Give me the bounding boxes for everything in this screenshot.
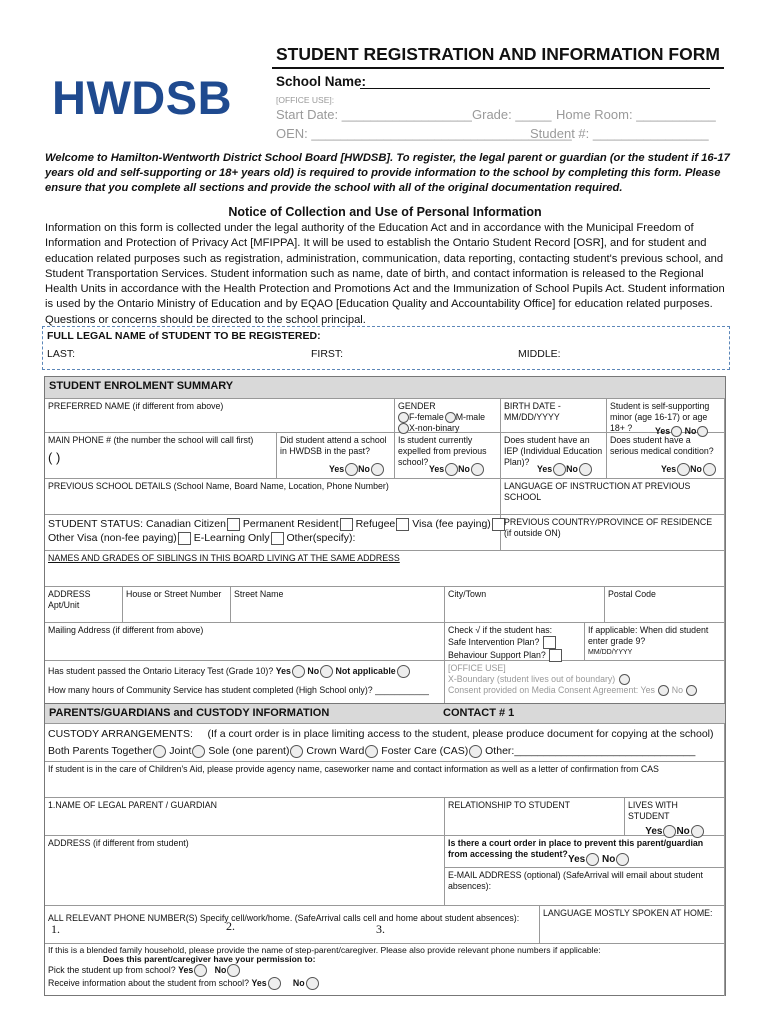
- self-supporting-yes-label: Yes: [655, 426, 671, 436]
- gender-f-radio[interactable]: [398, 412, 409, 423]
- postal-code-field[interactable]: Postal Code: [605, 587, 725, 623]
- custody-both-label: Both Parents Together: [48, 745, 153, 757]
- parents-header: [45, 704, 725, 724]
- parents-header-title: PARENTS/GUARDIANS and CUSTODY INFORMATION: [49, 707, 330, 719]
- plans-cell: [445, 623, 585, 661]
- attended-hwdsb-label: Did student attend a school in HWDSB in the past?: [280, 435, 387, 456]
- house-number-field[interactable]: House or Street Number: [123, 587, 231, 623]
- iep-options: [537, 463, 592, 476]
- plans-check-label: Check √ if the student has:: [448, 625, 553, 635]
- home-room-field[interactable]: Home Room: ___________: [556, 107, 716, 122]
- literacy-yes-label: Yes: [275, 665, 291, 676]
- custody-both-radio[interactable]: [153, 745, 166, 758]
- preferred-name-field[interactable]: PREFERRED NAME (if different from above): [45, 399, 395, 433]
- iep-yes-radio[interactable]: [553, 463, 566, 476]
- medical-yes-radio[interactable]: [677, 463, 690, 476]
- literacy-label: Has student passed the Ontario Literacy Test (Grade 10)?: [48, 665, 274, 676]
- language-previous-field[interactable]: LANGUAGE OF INSTRUCTION AT PREVIOUS SCHOOL: [501, 479, 725, 515]
- custody-label: CUSTODY ARRANGEMENTS:: [48, 728, 193, 740]
- office-use-label: [OFFICE USE]:: [276, 95, 335, 105]
- court-order-label: Is there a court order in place to prevent this parent/guardian from accessing the student?: [448, 838, 704, 859]
- grade-field[interactable]: Grade: _____: [472, 107, 552, 122]
- school-name-label: School Name:: [276, 74, 367, 89]
- receive-info-label: Receive information about the student from school?: [48, 977, 249, 988]
- blended-family-cell: [45, 944, 725, 996]
- pickup-no-label: No: [214, 964, 227, 975]
- custody-other-field[interactable]: Other:_______________________________: [485, 745, 696, 757]
- legal-name-title: FULL LEGAL NAME of STUDENT TO BE REGISTERED:: [47, 330, 321, 342]
- main-phone-area: ( ): [48, 450, 61, 465]
- main-phone-label: MAIN PHONE # (the number the school will call first): [48, 435, 254, 445]
- phone-3-field[interactable]: 3.: [376, 922, 385, 936]
- literacy-cell: [45, 661, 445, 705]
- expelled-yes-label: Yes: [429, 463, 445, 474]
- office-use-cell: [445, 661, 725, 705]
- receive-no-radio[interactable]: [306, 977, 319, 990]
- pickup-yes-radio[interactable]: [194, 964, 207, 977]
- siblings-field[interactable]: NAMES AND GRADES OF SIBLINGS IN THIS BOARD LIVING AT THE SAME ADDRESS: [45, 551, 725, 587]
- status-elearning-checkbox[interactable]: [271, 532, 284, 545]
- receive-no-label: No: [292, 977, 305, 988]
- welcome-text: Welcome to Hamilton-Wentworth District School Board [HWDSB]. To register, the legal parent or guardian (or the student if 16-17 years old and self-supporting or 18+ years old) is required to provide information to the school by completing this form. Please ensure that you complete all sections and provide the school with all of the original documentation required.: [45, 152, 730, 194]
- middle-name-field[interactable]: MIDDLE:: [518, 348, 561, 360]
- parent-email-field[interactable]: E-MAIL ADDRESS (optional) (SafeArrival will email about student absences):: [445, 868, 725, 906]
- custody-foster-radio[interactable]: [469, 745, 482, 758]
- behaviour-support-label: Behaviour Support Plan?: [448, 649, 546, 660]
- lives-no-label: No: [676, 826, 690, 838]
- attended-no-label: No: [358, 463, 370, 474]
- iep-yes-label: Yes: [537, 463, 553, 474]
- literacy-na-label: Not applicable: [335, 665, 396, 676]
- status-citizen-checkbox[interactable]: [227, 518, 240, 531]
- home-language-field[interactable]: LANGUAGE MOSTLY SPOKEN AT HOME:: [540, 906, 725, 944]
- court-order-options: [568, 853, 629, 866]
- pickup-label: Pick the student up from school?: [48, 964, 176, 975]
- receive-yes-label: Yes: [251, 977, 267, 988]
- grade9-label: If applicable: When did student enter grade 9?: [588, 625, 709, 646]
- attended-yes-label: Yes: [329, 463, 345, 474]
- literacy-no-label: No: [307, 665, 320, 676]
- phone-numbers-cell: [45, 906, 540, 944]
- legal-name-box: [42, 326, 730, 370]
- status-other-visa-checkbox[interactable]: [178, 532, 191, 545]
- attended-no-radio[interactable]: [371, 463, 384, 476]
- court-yes-label: Yes: [568, 854, 586, 866]
- birth-date-label: BIRTH DATE -: [504, 401, 561, 411]
- phone-numbers-label: ALL RELEVANT PHONE NUMBER(S) Specify cell/work/home. (SafeArrival calls cell and home about student absences):: [48, 913, 520, 923]
- custody-sole-label: Sole (one parent): [208, 745, 290, 757]
- status-other-visa-label: Other Visa (non-fee paying): [48, 532, 177, 544]
- address-label-cell: [45, 587, 123, 623]
- custody-note: (If a court order is in place limiting access to the student, please produce document for copying at the school): [207, 728, 714, 740]
- enrolment-table: [44, 376, 726, 704]
- custody-crown-radio[interactable]: [365, 745, 378, 758]
- medical-label: Does student have a serious medical condition?: [610, 435, 714, 456]
- pickup-yes-label: Yes: [178, 964, 194, 975]
- gender-f-label: F-female: [409, 412, 444, 422]
- custody-crown-label: Crown Ward: [306, 745, 365, 757]
- apt-unit-field[interactable]: Apt/Unit: [48, 600, 80, 610]
- literacy-yes-radio[interactable]: [292, 665, 305, 678]
- status-elearning-label: E-Learning Only: [193, 532, 270, 544]
- medical-no-radio[interactable]: [703, 463, 716, 476]
- safe-intervention-label: Safe Intervention Plan?: [448, 636, 540, 647]
- community-hours-field[interactable]: How many hours of Community Service has student completed (High School only)? ___________: [48, 685, 429, 695]
- status-refugee-label: Refugee: [355, 518, 396, 530]
- parents-table: [44, 703, 726, 996]
- grade9-entry-field[interactable]: [585, 623, 725, 661]
- medical-options: [661, 463, 716, 476]
- literacy-no-radio[interactable]: [320, 665, 333, 678]
- permission-label: Does this parent/caregiver have your permission to:: [103, 954, 316, 964]
- birth-date-format: MM/DD/YYYY: [504, 412, 560, 422]
- lives-yes-label: Yes: [645, 826, 663, 838]
- street-name-field[interactable]: Street Name: [231, 587, 445, 623]
- blended-family-label: If this is a blended family household, please provide the name of step-parent/caregiver. Please also provide relevant phone numbers if applicable:: [48, 945, 601, 955]
- hwdsb-logo: HWDSB: [52, 71, 233, 124]
- previous-country-field[interactable]: PREVIOUS COUNTRY/PROVINCE OF RESIDENCE (if outside ON): [501, 515, 725, 551]
- gender-m-label: M-male: [455, 412, 486, 422]
- last-name-field[interactable]: LAST:: [47, 348, 76, 360]
- parent-address-field[interactable]: ADDRESS (if different from student): [45, 836, 445, 906]
- previous-school-field[interactable]: PREVIOUS SCHOOL DETAILS (School Name, Board Name, Location, Phone Number): [45, 479, 501, 515]
- contact-number-label: CONTACT # 1: [443, 707, 515, 719]
- custody-joint-label: Joint: [169, 745, 192, 757]
- media-consent-yes-radio[interactable]: [658, 685, 669, 696]
- address-label: ADDRESS: [48, 589, 91, 599]
- literacy-na-radio[interactable]: [397, 665, 410, 678]
- self-supporting-no-label: No: [684, 426, 697, 436]
- legal-parent-name-field[interactable]: 1.NAME OF LEGAL PARENT / GUARDIAN: [45, 798, 445, 836]
- medical-no-label: No: [690, 463, 702, 474]
- iep-label: Does student have an IEP (Individual Education Plan)?: [504, 435, 603, 467]
- start-date-field[interactable]: Start Date: __________________: [276, 107, 472, 122]
- enrolment-header: STUDENT ENROLMENT SUMMARY: [45, 377, 725, 399]
- self-supporting-label: Student is self-supporting minor (age 16-17) or age 18+ ?: [610, 401, 710, 433]
- expelled-yes-radio[interactable]: [445, 463, 458, 476]
- oen-field[interactable]: OEN: ____________________________________: [276, 126, 572, 141]
- court-no-radio[interactable]: [616, 853, 629, 866]
- court-no-label: No: [602, 854, 616, 866]
- attended-yes-radio[interactable]: [345, 463, 358, 476]
- birth-date-field[interactable]: [501, 399, 607, 433]
- lives-with-cell: [625, 798, 725, 836]
- receive-yes-radio[interactable]: [268, 977, 281, 990]
- expelled-no-label: No: [458, 463, 470, 474]
- gender-label: GENDER: [398, 401, 436, 411]
- status-other-field[interactable]: Other(specify):: [286, 532, 356, 544]
- city-field[interactable]: City/Town: [445, 587, 605, 623]
- expelled-label: Is student currently expelled from previous school?: [398, 435, 487, 467]
- pickup-no-radio[interactable]: [227, 964, 240, 977]
- expelled-options: [429, 463, 484, 476]
- main-phone-field[interactable]: [45, 433, 277, 479]
- gender-options: [397, 412, 485, 423]
- x-boundary-radio[interactable]: [619, 674, 630, 685]
- first-name-field[interactable]: FIRST:: [311, 348, 344, 360]
- form-title: STUDENT REGISTRATION AND INFORMATION FORM: [276, 44, 720, 64]
- status-citizen-label: STUDENT STATUS: Canadian Citizen: [48, 518, 226, 530]
- safe-intervention-checkbox[interactable]: [543, 636, 556, 649]
- student-status-cell: [45, 515, 501, 551]
- cas-info-field[interactable]: If student is in the care of Children's Aid, please provide agency name, caseworker name and contact information as well as a letter of confirmation from CAS: [45, 762, 725, 798]
- iep-no-label: No: [566, 463, 578, 474]
- custody-cell: [45, 724, 725, 762]
- lives-with-label: LIVES WITH STUDENT: [628, 800, 678, 821]
- attended-hwdsb-options: [329, 463, 384, 476]
- gender-x-label: X-non-binary: [409, 423, 460, 433]
- student-number-field[interactable]: Student #: ________________: [530, 126, 709, 141]
- custody-sole-radio[interactable]: [290, 745, 303, 758]
- status-visa-label: Visa (fee paying): [412, 518, 491, 530]
- iep-no-radio[interactable]: [579, 463, 592, 476]
- title-rule: [272, 67, 724, 69]
- court-yes-radio[interactable]: [586, 853, 599, 866]
- school-name-field[interactable]: [360, 88, 710, 89]
- expelled-no-radio[interactable]: [471, 463, 484, 476]
- office-use-tag: [OFFICE USE]: [448, 663, 506, 673]
- phone-2-field[interactable]: 2.: [226, 919, 235, 933]
- media-consent-no-radio[interactable]: [686, 685, 697, 696]
- media-consent-no-label: No: [671, 685, 684, 696]
- notice-heading: Notice of Collection and Use of Personal Information: [228, 205, 542, 219]
- mailing-address-field[interactable]: Mailing Address (if different from above): [45, 623, 445, 661]
- medical-yes-label: Yes: [661, 463, 677, 474]
- media-consent-label: Consent provided on Media Consent Agreement: Yes: [448, 685, 655, 696]
- custody-foster-label: Foster Care (CAS): [381, 745, 469, 757]
- status-permanent-label: Permanent Resident: [242, 518, 339, 530]
- status-permanent-checkbox[interactable]: [340, 518, 353, 531]
- relationship-field[interactable]: RELATIONSHIP TO STUDENT: [445, 798, 625, 836]
- grade9-format: MM/DD/YYYY: [588, 649, 633, 656]
- gender-m-radio[interactable]: [445, 412, 456, 423]
- x-boundary-label: X-Boundary (student lives out of boundary): [448, 674, 616, 684]
- custody-joint-radio[interactable]: [192, 745, 205, 758]
- notice-text: Information on this form is collected under the legal authority of the Education Act and in accordance with the Municipal Freedom of Information and Protection of Privacy Act [MFIPPA]. It will be used to establish the Ontario Student Record [OSR], and for student and education related purposes such as registration, administration, communication, data reporting, contacting student's previous school, and Student Transportation Services. Student information such as name, date of birth, and contact information is released to the Regional Health Units in accordance with the Health Protection and Promotions Act and the Immunization of School Pupils Act. Student information is used by the Ontario Ministry of Education and by EQAO [Education Quality and Accountability Office] for education related purposes. Questions or concerns should be directed to the school principal.: [45, 222, 725, 326]
- phone-1-field[interactable]: 1.: [51, 922, 60, 936]
- status-refugee-checkbox[interactable]: [396, 518, 409, 531]
